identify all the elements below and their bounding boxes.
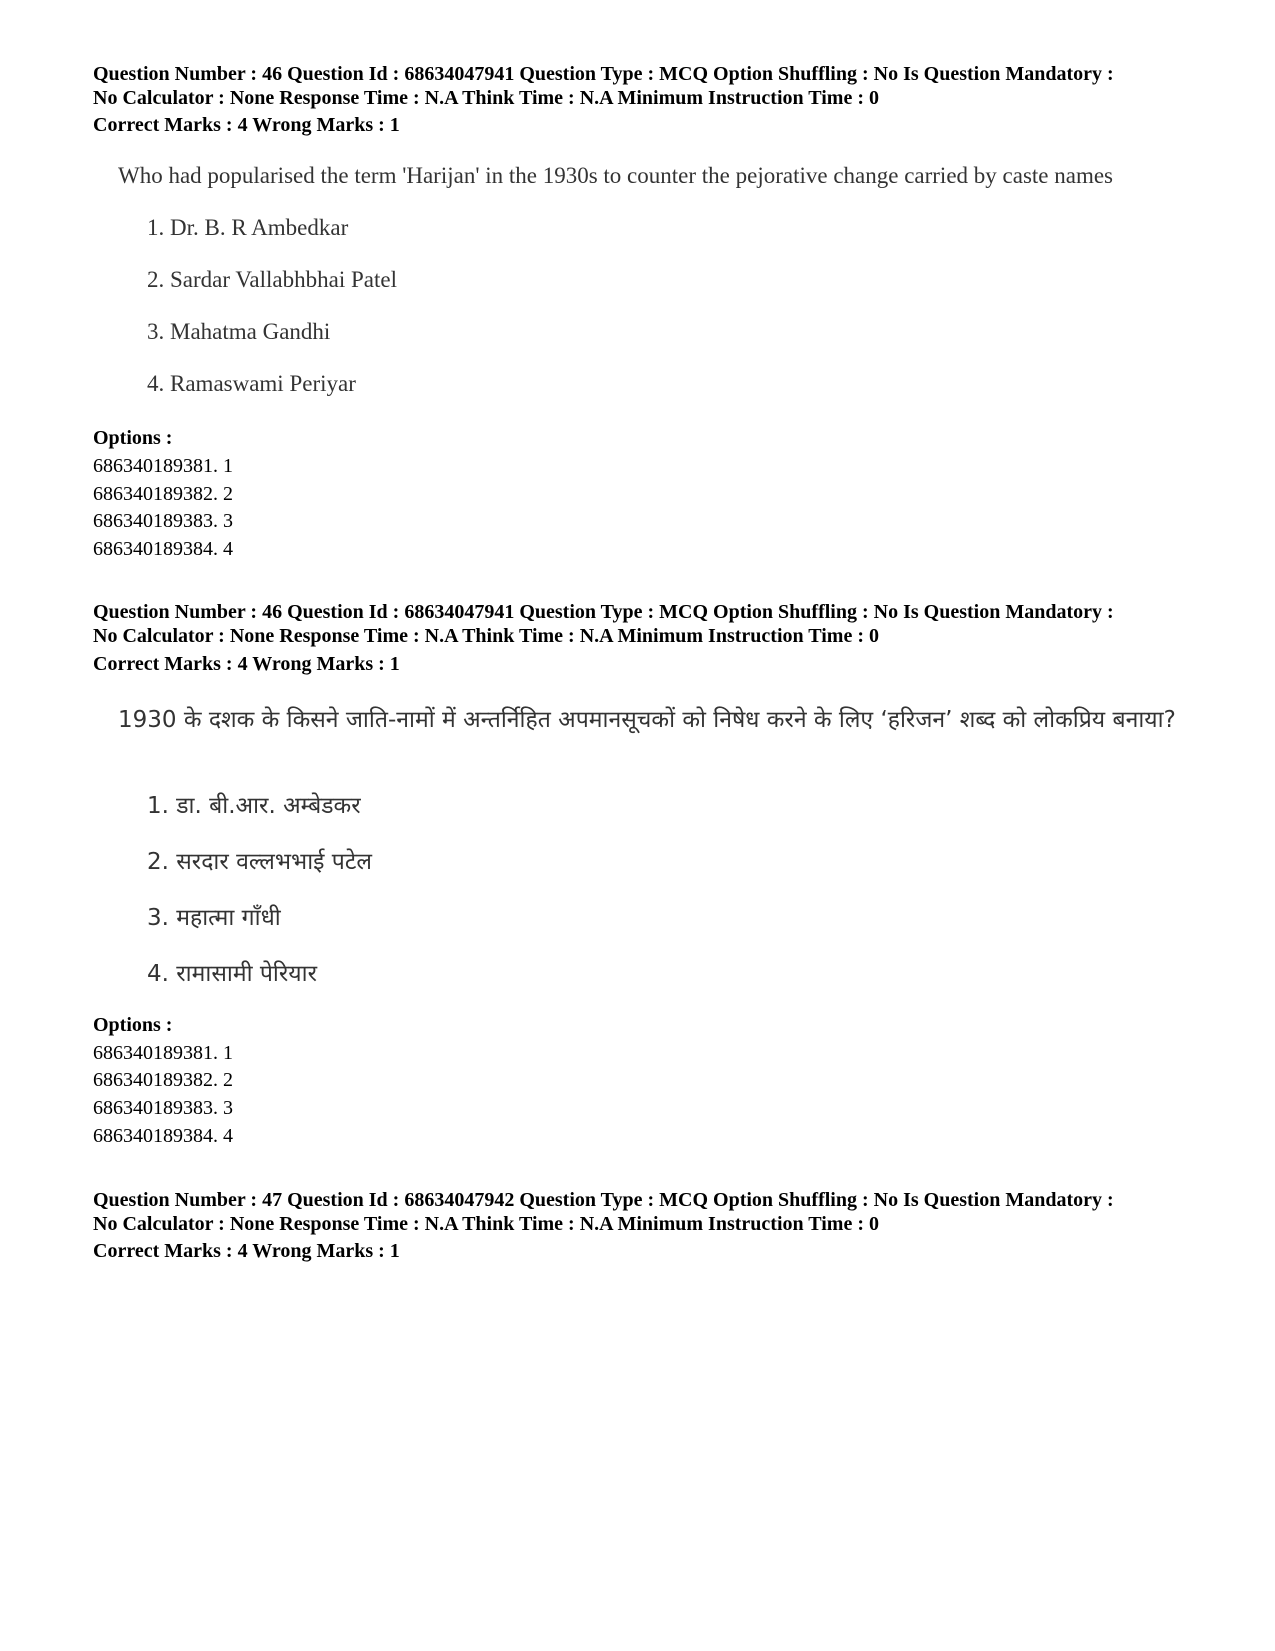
- options-label: Options :: [93, 1014, 173, 1036]
- marks-line: Correct Marks : 4 Wrong Marks : 1: [93, 653, 400, 675]
- choice-3: 3. महात्मा गाँधी: [147, 905, 281, 931]
- question-meta-line-1: Question Number : 46 Question Id : 68634047941 Question Type : MCQ Option Shuffling : No Is Question Mandatory :: [93, 601, 1114, 623]
- choice-3: 3. Mahatma Gandhi: [147, 319, 331, 344]
- question-meta-line-2: No Calculator : None Response Time : N.A Think Time : N.A Minimum Instruction Time : 0: [93, 625, 879, 647]
- choice-2: 2. सरदार वल्लभभाई पटेल: [147, 849, 373, 875]
- question-text: 1930 के दशक के किसने जाति-नामों में अन्तर्निहित अपमानसूचकों को निषेध करने के लिए ‘हरिजन’ शब्द को लोकप्रिय बनाया?: [118, 707, 1176, 733]
- option-id-4: 686340189384. 4: [93, 538, 233, 560]
- question-meta-line-2: No Calculator : None Response Time : N.A Think Time : N.A Minimum Instruction Time : 0: [93, 1213, 879, 1235]
- marks-line: Correct Marks : 4 Wrong Marks : 1: [93, 114, 400, 136]
- question-text: Who had popularised the term 'Harijan' in the 1930s to counter the pejorative change carried by caste names: [118, 163, 1114, 188]
- option-id-2: 686340189382. 2: [93, 483, 233, 505]
- option-id-3: 686340189383. 3: [93, 1097, 233, 1119]
- question-meta-line-2: No Calculator : None Response Time : N.A Think Time : N.A Minimum Instruction Time : 0: [93, 87, 879, 109]
- choice-4: 4. Ramaswami Periyar: [147, 371, 356, 396]
- question-meta-line-1: Question Number : 46 Question Id : 68634047941 Question Type : MCQ Option Shuffling : No Is Question Mandatory :: [93, 63, 1114, 85]
- question-meta: [93, 600, 1213, 648]
- option-id-4: 686340189384. 4: [93, 1125, 233, 1147]
- option-id-3: 686340189383. 3: [93, 510, 233, 532]
- option-id-1: 686340189381. 1: [93, 1042, 233, 1064]
- marks-line: Correct Marks : 4 Wrong Marks : 1: [93, 1240, 400, 1262]
- question-meta: [93, 62, 1213, 110]
- question-meta: [93, 1188, 1213, 1236]
- choice-2: 2. Sardar Vallabhbhai Patel: [147, 267, 397, 292]
- choice-1: 1. Dr. B. R Ambedkar: [147, 215, 349, 240]
- question-meta-line-1: Question Number : 47 Question Id : 68634047942 Question Type : MCQ Option Shuffling : No Is Question Mandatory :: [93, 1189, 1114, 1211]
- option-id-1: 686340189381. 1: [93, 455, 233, 477]
- choice-1: 1. डा. बी.आर. अम्बेडकर: [147, 793, 361, 819]
- choice-4: 4. रामासामी पेरियार: [147, 961, 317, 987]
- options-label: Options :: [93, 427, 173, 449]
- option-id-2: 686340189382. 2: [93, 1069, 233, 1091]
